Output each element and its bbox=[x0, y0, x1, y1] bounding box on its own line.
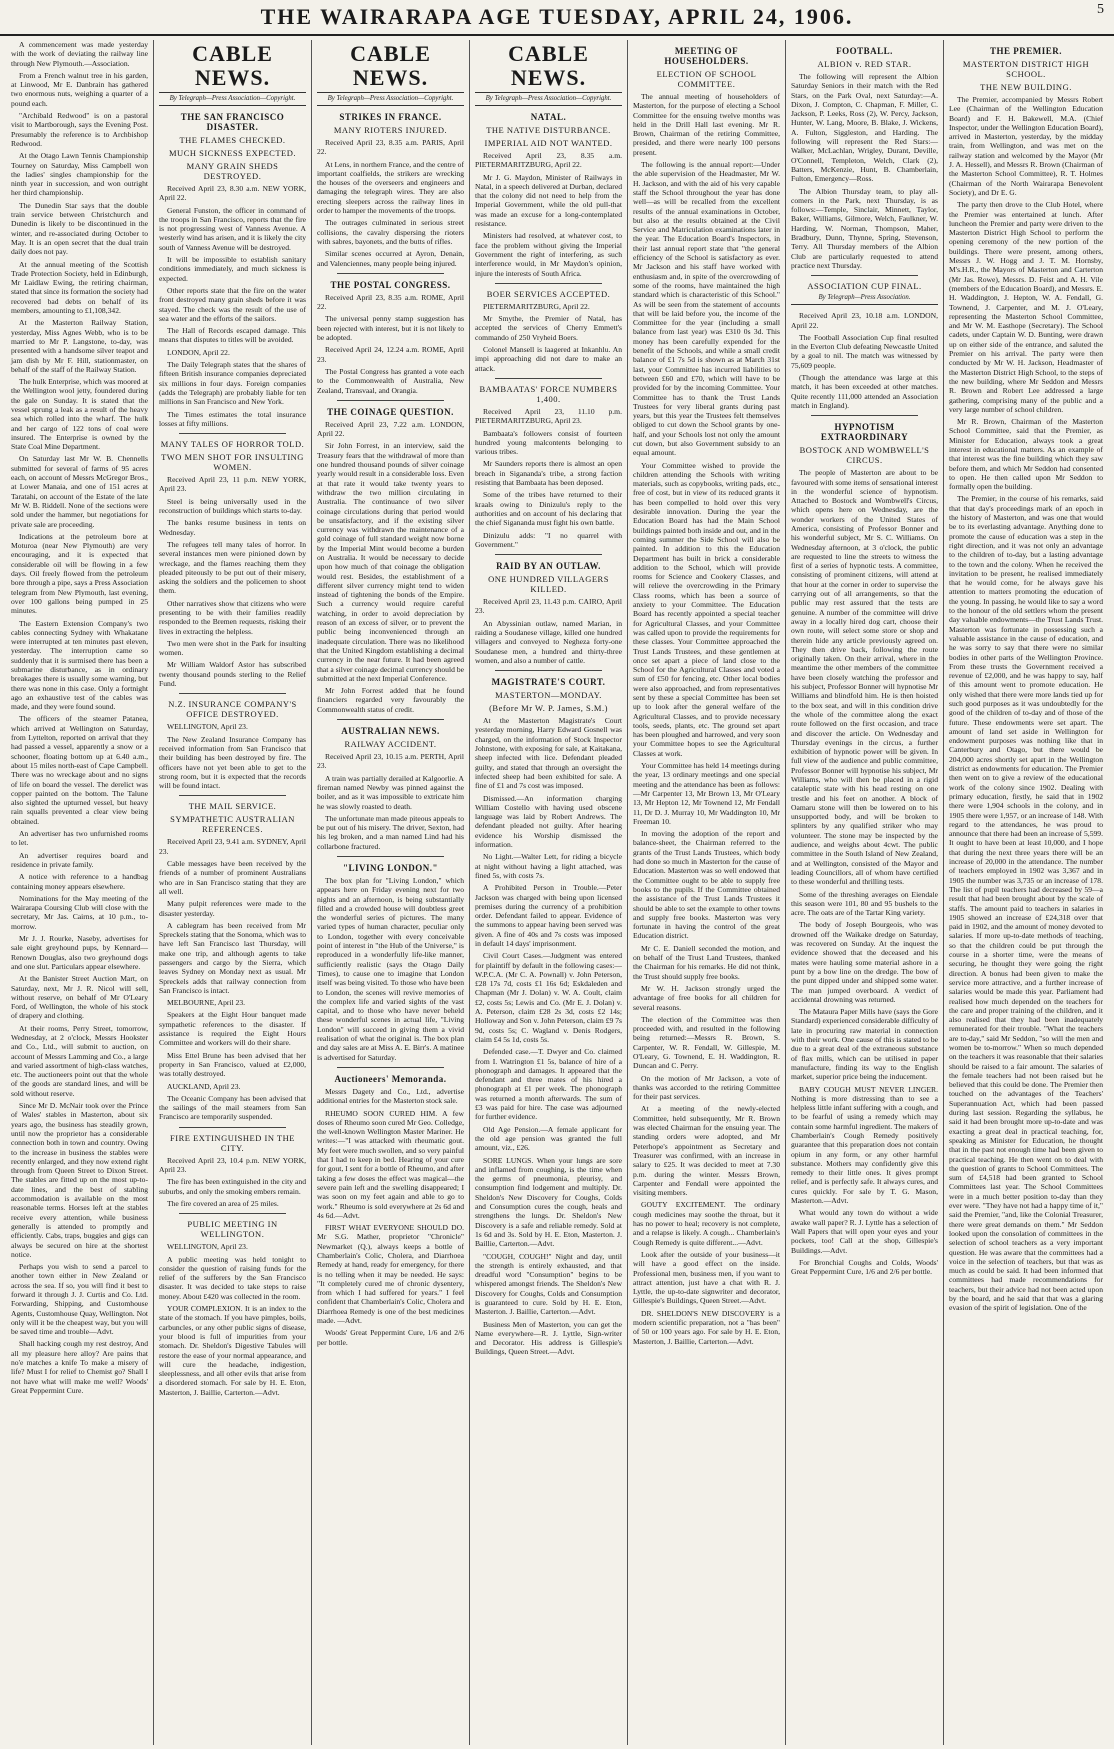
section-rule bbox=[811, 275, 918, 276]
article-paragraph: MELBOURNE, April 23. bbox=[167, 998, 246, 1008]
article-paragraph: Received April 23, 8.30 a.m. NEW YORK, April 22. bbox=[159, 184, 306, 203]
section-rule bbox=[179, 1127, 286, 1128]
article-paragraph: The Albion Thursday team, to play all-comers in the Park, next Thursday, is as follows:—Temple, Sinclair, Minnett, Taylor, Baker, Williams, Gilmore, Welch, Faulkner, W. Harding, W. Norman, Thompson, Maher, Bradbury, Dunn, Thynne, Spring, Stevenson, Terry. All Thursday members of the Albion Club are particularly requested to attend practice next Thursday. bbox=[791, 186, 938, 270]
article-paragraph: LONDON, April 22. bbox=[167, 347, 230, 357]
article-paragraph: A public meeting was held tonight to consider the question of raising funds for the relief of the sufferers by the San Francisco disaster. It was decided to take steps to raise money. About £420 was collected in the room. bbox=[159, 1254, 306, 1301]
article-paragraph: Dinizulu adds: "I no quarrel with Government." bbox=[475, 530, 622, 549]
article-paragraph: No Light.—Walter Lett, for riding a bicycle at night without having a light attached, was fined 5s, with costs 7s. bbox=[475, 852, 622, 880]
column-football-hypnotism bbox=[786, 40, 944, 1745]
article-paragraph: Received April 24, 12.24 a.m. ROME, April 23. bbox=[317, 345, 464, 364]
byline: By Telegraph—Press Association—Copyright. bbox=[475, 95, 622, 106]
article-paragraph: BABY COUGH MUST NEVER LINGER. Nothing is more distressing than to see a helpless little infant suffering with a cough, and to be fearful of using a remedy which may contain some harmful ingredient. The makers of Chamberlain's Cough Remedy positively guarantee that this preparation does not contain opium in any form, or any other harmful substance. Mothers may confidently give this remedy to their little ones. It gives prompt relief, and is perfectly safe. It always cures, and cures quickly. For sale by T. G. Mason, Masterton.—Advt. bbox=[791, 1084, 938, 1206]
article-paragraph: Received April 23, 11 p.m. NEW YORK, April 23. bbox=[159, 475, 306, 494]
section-rule bbox=[179, 795, 286, 796]
headline: MANY RIOTERS INJURED. bbox=[333, 125, 448, 135]
headline: STRIKES IN FRANCE. bbox=[339, 112, 442, 122]
headline: AUSTRALIAN NEWS. bbox=[341, 726, 440, 737]
article-paragraph: The party then drove to the Club Hotel, where the Premier was entertained at lunch. After luncheon the Premier and party were driven to the Masterton District High School to perform the opening ceremony of the new portion of the buildings. There were present, among others, Messrs J. W. Hogg and J. T. M. Hornsby, M's.H.R., the Mayors of Masterton and Carterton (Mr Jas. Rowe), Messrs. D. Feist and A. H. Vile (members of the Education Board), and Messrs. E. H. Waddington, J. Hepton, W. A. Fendall, G. Townend, J. Carpenter, and M. J. O'Leary, representing the Masterton School Committee, and Mr W. M. Easthope (Secretary). The School cadets, under Captain W. D. Bunting, were drawn up on either side of the entrance, and saluted the Premier on his arrival. The party were then conducted by Mr W. H. Jackson, Headmaster of the Masterton District High School, to the steps of the new building, where Mr Seddon and Messrs R. Brown and Robert Lee addressed a large gathering, comprising many of the public and a very large number of school children. bbox=[949, 200, 1103, 414]
article-paragraph: At the Masterton Magistrate's Court yesterday morning, Harry Edward Gosnell was charged, on the information of Stock Inspector Johnstone, with exposing for sale, at Kaitakana, sheep infected with lice. Defendant pleaded guilty, and stated that through an oversight the infected sheep had been exhibited for sale. A fine of £1 and 7s cost was imposed. bbox=[475, 716, 622, 791]
headline: RAILWAY ACCIDENT. bbox=[344, 739, 437, 750]
article-paragraph: Speakers at the Eight Hour banquet made sympathetic references to the disaster. If assistance is required the Eight Hours Committee and workers will do their share. bbox=[159, 1010, 306, 1048]
section-rule bbox=[179, 433, 286, 434]
headline: THE NATIVE DISTURBANCE. bbox=[486, 125, 611, 135]
article-paragraph: Look after the outside of your business—it will have a good effect on the inside. Professional men, business men, if you want to attract attention, just have a chat with R. J. Lyttle, the up-to-date signwriter and decorator, Gillespie's Buildings, Queen Street.—Advt. bbox=[633, 1249, 780, 1306]
section-rule bbox=[337, 719, 444, 720]
article-paragraph: Bambaata's followers consist of fourteen hundred young malcontents belonging to various tribes. bbox=[475, 428, 622, 457]
headline: PUBLIC MEETING IN WELLINGTON. bbox=[187, 1219, 278, 1240]
article-paragraph: AUCKLAND, April 23. bbox=[167, 1081, 241, 1091]
article-paragraph: An advertiser has two unfurnished rooms to let. bbox=[11, 829, 148, 848]
article-paragraph: Mr C. E. Daniell seconded the motion, and on behalf of the Trust Land Trustees, thanked the Chairman for his remarks. He did not think, the Trust should supply free books. bbox=[633, 943, 780, 981]
section-rule bbox=[337, 273, 444, 274]
article-paragraph: The following is the annual report:—Under the able supervision of the Headmaster, Mr W. H. Jackson, and with the aid of his very capable staff the School throughout the year has done well—as will be recalled from the excellent results of the annual examinations in October, but also at the results obtained at the Civil Service and Matriculation examinations later in the year. The Education Board's Inspectors, in their last annual report state that "the general efficiency of the School is satisfactory as ever. Mr Jackson and his staff have worked with enthusiasm and, in spite of the overcrowding of some of the rooms, have maintained the high standard which is characteristic of this School." As will be seen from the statement of accounts that will be laid before you, the income of the Committee for the year (including a small balance from last year) was £310 0s 3d. This money has been carefully expended for the benefit of the Schools, and while a small credit balance of £1 7s 5d is shown as at March 31st last, your Committee has incurred liabilities to between £60 and £70, which will have to be provided for by the incoming Committee. Your Committee has to thank the Trust Lands Trustees for very liberal grants during past years, but this year the Trustees felt themselves obliged to cut down the School grants by one-half, and your Schools lost not only the amount cut down, but also Government subsidy to an equal amount. bbox=[633, 160, 780, 458]
article-paragraph: The Oceanic Company has been advised that the sailings of the mail steamers from San Francisco are temporarily suspended. bbox=[159, 1093, 306, 1122]
article-paragraph: Indications at the petroleum bore at Moturoa (near New Plymouth) are very encouraging, and it is expected that considerable oil will be flowing in a few days. Oil freely flowed from the petroleum bore through a pipe, says a Press Association telegram from New Plymouth, last evening, over 100 gallons being pumped in 25 minutes. bbox=[11, 531, 148, 616]
article-paragraph: Steel is being universally used in the reconstruction of buildings which starts to-day. bbox=[159, 496, 306, 516]
section-header: CABLE NEWS. bbox=[317, 42, 464, 93]
article-paragraph: PIETERMARITZBURG, April 22. bbox=[483, 301, 590, 311]
headline: THE SAN FRANCISCO DISASTER. bbox=[180, 112, 285, 132]
article-paragraph: Received April 23, 10.15 a.m. PERTH, April 23. bbox=[317, 752, 464, 771]
article-paragraph: Shall hacking cough my rest destroy, And all my pleasure here alloy? Are pains that no'e matches a knife To make a misery of life? Must I for relief to Chemist go? Shall I not have what will make me well? Woods' Great Peppermint Cure. bbox=[11, 1339, 148, 1395]
article-paragraph: Dismissed.—An information charging William Costello with having used obscene language was laid by Robert Andrews. The defendant pleaded not guilty. After hearing evidence his Worship dismissed the information. bbox=[475, 793, 622, 850]
masthead-title: THE WAIRARAPA AGE TUESDAY, APRIL 24, 1906. bbox=[260, 4, 854, 29]
article-paragraph: A notice with reference to a handbag containing money appears elsewhere. bbox=[11, 872, 148, 891]
article-paragraph: The fire has been extinguished in the city and suburbs, and only the smoking embers remain. bbox=[159, 1177, 306, 1196]
article-paragraph: The Daily Telegraph states that the shares of fifteen British insurance companies depreciated six millions in four days. Foreign companies (adds the Telegraph) are probably liable for ten millions in San Francisco and New York. bbox=[159, 360, 306, 407]
article-paragraph: Many pulpit references were made to the disaster yesterday. bbox=[159, 899, 306, 918]
article-paragraph: Mr William Waldorf Astor has subscribed twenty thousand pounds sterling to the Relief Fund. bbox=[159, 660, 306, 689]
section-rule bbox=[337, 856, 444, 857]
headline: MUCH SICKNESS EXPECTED. bbox=[169, 148, 296, 158]
article-paragraph: At the Banister Street Auction Mart, on Saturday, next, Mr J. R. Nicol will sell, without reserve, on behalf of Mr O'Leary Ford, of Wellington, the whole of his stock of drapery and clothing. bbox=[11, 974, 148, 1021]
article-paragraph: Defended case.—T. Dwyer and Co. claimed from I. Watrington £1 5s, balance of hire of a phonograph and damages. It appeared that the defendant and three mates of his hired a phonograph at £1 per week. The phonograph was returned a month afterwards. The sum of £3 was paid for hire. The case was adjourned for further evidence. bbox=[475, 1047, 622, 1122]
headline: THE POSTAL CONGRESS. bbox=[330, 279, 451, 290]
section-rule bbox=[179, 693, 286, 694]
article-paragraph: DR. SHELDON'S NEW DISCOVERY is a modern scientific preparation, not a "has been" of 50 or 100 years ago. For sale by H. E. Eton, Masterton, J. Baillie, Carterton.—Advt. bbox=[633, 1308, 780, 1346]
headline: NATAL. bbox=[530, 112, 567, 122]
article-paragraph: The universal penny stamp suggestion has been rejected with interest, but it is not likely to be adopted. bbox=[317, 314, 464, 343]
article-paragraph: The Postal Congress has granted a vote each to the Commonwealth of Australia, New Zealand, Transvaal, and Orangia. bbox=[317, 366, 464, 395]
article-paragraph: At the annual meeting of the Scottish Trade Protection Society, held in Edinburgh, Mr Laidlaw Ewing, the retiring chairman, stated that since its formation the society had recovered bad debts on behalf of its members, amounting to £1,108,342. bbox=[11, 259, 148, 316]
article-paragraph: Mr J. G. Maydon, Minister of Railways in Natal, in a speech delivered at Durban, declared that the colony did not need to help from the Imperial Government, while the old pull-that was made an excuse for a long-contemplated resistance. bbox=[475, 172, 622, 229]
article-paragraph: Some of the tribes have returned to their kraals owing to Dinizulu's reply to the authorities and on account of his declaring that the chief Sigananda must fight his own battle. bbox=[475, 490, 622, 528]
masthead bbox=[0, 0, 1114, 36]
headline: MANY TALES OF HORROR TOLD. bbox=[160, 439, 305, 450]
article-paragraph: The body of Joseph Bourgeois, who was drowned off the Waikake dredge on Saturday, was recovered on Sunday. At the inquest the evidence showed that the deceased and his mates were hauling some material ashore in a punt by a bow line on the dredge. The bow of the punt dipped under and shipped some water. The man jumped overboard. A verdict of accidental drowning was returned. bbox=[791, 920, 938, 1004]
article-paragraph: Similar scenes occurred at Ayron, Denain, and Valenciennes, many people being injured. bbox=[317, 249, 464, 268]
headline: Auctioneers' Memoranda. bbox=[334, 1073, 447, 1084]
article-paragraph: Sir John Forrest, in an interview, said the Treasury fears that the withdrawal of more than one hundred thousand pounds of silver coinage yearly would result in a considerable loss. Even at that rate it would take twenty years to withdraw the two million circulating in Australia. The continuance of two silver coinage circulations during that period would be unsatisfactory, and if the existing silver currency was withdrawn the maintenance of a gold coinage of full standard weight now borne by the Imperial Mint would become a burden on Australia. It would be necessary to decide upon how much of that coinage the obligation would rest. Besides, the establishment of a different silver currency might tend to widen instead of tightening the bonds of the Empire. Such a currency would require careful watching, in order to avoid depreciation by reason of an excess of silver, or to prevent the public being inconvenienced through an inadequate circulation. There was no likelihood that the United Kingdom establishing a decimal currency in the near future. It had been agreed that a silver coinage decimal currency should be submitted at the next Imperial Conference. bbox=[317, 441, 464, 683]
headline: IMPERIAL AID NOT WANTED. bbox=[484, 138, 613, 148]
article-paragraph: From a French walnut tree in his garden, at Linwood, Mr E. Danbrain has gathered two enormous nuts, weighing a quarter of a pound each. bbox=[11, 70, 148, 108]
article-paragraph: Received April 23, 7.22 a.m. LONDON, April 22. bbox=[317, 419, 464, 439]
article-paragraph: Old Age Pension.—A female applicant for the old age pension was granted the full amount, viz., £26. bbox=[475, 1124, 622, 1153]
article-paragraph: Mr J. J. Rourke, Naseby, advertises for sale eight greyhound pups, by Kennard—Renown Douglas, also two greyhound dogs and one slut. Particulars appear elsewhere. bbox=[11, 934, 148, 971]
article-paragraph: The hulk Enterprise, which was moored at the Wellington wool jetty, foundered during the gale on Sunday. It is stated that the vessel sprung a leak as a result of the heavy sea which rolled into the wharf. The hulk and her cargo of 122 tons of coal were insured. The Enterprise is owned by the State Coal Mine Department. bbox=[11, 377, 148, 452]
article-paragraph: WELLINGTON, April 23. bbox=[167, 1242, 248, 1252]
article-paragraph: The Eastern Extension Company's two cables connecting Sydney with Whakatane were interrupted at ten minutes past eleven, yesterday. The interruption came so suddenly that it is surmised there has been a submarine disturbance, as in ordinary breakages there is usually some warning, but there was none in this case. Only a fortnight ago an exhaustive test of the cables was made, and they were found sound. bbox=[11, 618, 148, 712]
article-paragraph: At Lens, in northern France, and the centre of important coalfields, the strikers are wrecking the houses of the overseers and engineers and damaging the telegraph wires. They are also erecting sleepers across the railway lines in order to hamper the movements of the troops. bbox=[317, 159, 464, 216]
article-paragraph: Received April 23, 9.41 a.m. SYDNEY, April 23. bbox=[159, 837, 306, 856]
article-paragraph: Colonel Mansell is laagered at Inkanhlu. An impi approaching did not dare to make an attack. bbox=[475, 345, 622, 373]
article-paragraph: The fire covered an area of 25 miles. bbox=[167, 1198, 279, 1208]
headline: BOSTOCK AND WOMBWELL'S CIRCUS. bbox=[799, 445, 930, 466]
section-header: CABLE NEWS. bbox=[159, 42, 306, 93]
article-paragraph: FIRST WHAT EVERYONE SHOULD DO. Mr S.G. Mather, proprietor "Chronicle" Newmarket (Q.), always keeps a bottle of Chamberlain's Colic, Cholera, and Diarrhoea Remedy at hand, ready for emergency, for there is no telling when it may be needed. He says: "It completely cured me of chronic dysentery, from which I had suffered for years." I feel confident that Chamberlain's Colic, Cholera and Diarrhoea Remedy is one of the best medicines made. —Advt. bbox=[317, 1223, 464, 1326]
headline: MAGISTRATE'S COURT. bbox=[491, 677, 606, 688]
article-paragraph: Messrs Dagety and Co., Ltd., advertise additional entries for the Masterton stock sale. bbox=[317, 1086, 464, 1106]
article-paragraph: Woods' Great Peppermint Cure, 1/6 and 2/6 per bottle. bbox=[317, 1328, 464, 1347]
article-paragraph: The Dunedin Star says that the double train service between Christchurch and Dunedin is likely to be discontinued in the winter, and re-associated during October to May. It is an open secret that the dual train daily does not pay. bbox=[11, 200, 148, 257]
article-paragraph: GOUTY EXCITEMENT. The ordinary cough medicines may soothe the throat, but it has no power to heal; recovery is not complete, and a relapse is likely. A cough... Chamberlain's Cough Remedy is quite different...—Advt. bbox=[633, 1200, 780, 1247]
article-paragraph: What would any town do without a wide awake wall paper? R. J. Lyttle has a selection of Wall Papers that will open your eyes and your pockets, too! Call at the shop, Gillespie's Buildings.—Advt. bbox=[791, 1208, 938, 1255]
article-paragraph: Mr W. H. Jackson strongly urged the advantage of free books for all children for several reasons. bbox=[633, 983, 780, 1012]
article-paragraph: The following will represent the Albion Saturday Seniors in their match with the Red Stars, on the Park Oval, next Saturday:—A. Dixon, J. Compton, C. Chapman, F. Miller, C. Jackson, P. Leeks, Ross (2), W. Percy, Jackson, Hunter, W. Lang, Moore, B. Blake, J. Wickens, A. Fulton, Siggleston, and Harding. The following will represent the Red Stars:—Walker, McLachlan, Wrigley, Durant, Deville, O'Connell, Templeton, Welch, Clark (2), Batters, McKenzie, Hunt, B. Chamberlain, Fulton, Emergency—Ross. bbox=[791, 72, 938, 184]
article-paragraph: A train was partially derailed at Kalgoorlie. A fireman named Newby was pinned against the boiler, and as it was impossible to extricate him he was slowly roasted to death. bbox=[317, 773, 464, 811]
article-paragraph: Perhaps you wish to send a parcel to another town either in New Zealand or across the sea. If so, you will find it best to forward it through J. J. Curtis and Co. Ltd. Forwarding, Shipping, and Customhouse Agents, Customhouse Quay, Wellington. Not only will it be the cheapest way, but you will be saved time and trouble—Advt. bbox=[11, 1262, 148, 1337]
article-paragraph: On Saturday last Mr W. B. Chennells submitted for several of farms of 95 acres each, on account of Messrs McGregor Bros., at Lower Manaia, and one of 151 acres at Taratahi, on account of the Estate of the late Mr W. B. Riddell. None of the sections were sold under the hammer, but negotiations for private sale are proceeding. bbox=[11, 454, 148, 529]
headline: SYMPATHETIC AUSTRALIAN REFERENCES. bbox=[170, 814, 295, 835]
page-number: 5 bbox=[1097, 2, 1104, 17]
article-paragraph: Some of the threshing averages on Eiendale this season were 101, 80 and 95 bushels to the acre. The oats are of the Tartar King variety. bbox=[791, 889, 938, 918]
article-paragraph: General Funston, the officer in command of the troops in San Francisco, reports that the fire is not progressing west of Vanness Avenue. A westerly wind has arisen, and it is likely the city south of Vanness Avenue will be destroyed. bbox=[159, 205, 306, 252]
headline: BAMBAATAS' FORCE NUMBERS 1,400. bbox=[479, 383, 618, 404]
byline: By Telegraph—Press Association. bbox=[791, 294, 938, 305]
article-paragraph: An Abyssinian outlaw, named Marian, in raiding a Soudanese village, killed one hundred villagers and conveyed to Negheza forty-one Soudanese men, a hundred and thirty-three women, and also a number of cattle. bbox=[475, 618, 622, 665]
section-rule bbox=[495, 670, 602, 671]
headline: THE COINAGE QUESTION. bbox=[327, 406, 454, 417]
article-paragraph: At a meeting of the newly-elected Committee, held subsequently, Mr R. Brown was elected Chairman for the ensuing year. The standing orders were adopted, and Mr Peterhope's appointment as Secretary and Treasurer was confirmed, with an increase in salary to £25. It was decided to meet at 7.30 p.m. during the winter. Messrs Brown, Carpenter and Fendall were appointed the visiting members. bbox=[633, 1104, 780, 1198]
section-rule bbox=[179, 1213, 286, 1214]
article-paragraph: In moving the adoption of the report and balance-sheet, the Chairman referred to the grants of the Trust Lands Trustees, which body had done so much in Masterton for the cause of Education. Masterton was so well endowed that the Committee ought to be able to supply free books to the pupils. If the Committee obtained the assistance of the Trust Lands Trustees it should be able to set the example to other towns and supply free books. Masterton was very fortunate in having the control of the great Education district. bbox=[633, 829, 780, 941]
byline: By Telegraph—Press Association—Copyright. bbox=[159, 95, 306, 106]
article-paragraph: At their rooms, Perry Street, tomorrow, Wednesday, at 2 o'clock, Messrs Hookster and Co., Ltd., will submit to auction, on account of Messrs Lamming and Co., a large and varied assortment of high-class watches, etc. The auctioneers point out that the whole of the goods are standard lines, and will be sold without reserve. bbox=[11, 1023, 148, 1098]
article-paragraph: Other narratives show that citizens who were presenting to be with their families readily responded to the Bremen requests, risking their lives in extracting the helpless. bbox=[159, 598, 306, 636]
headline: THE NEW BUILDING. bbox=[980, 82, 1072, 92]
article-paragraph: The Hall of Records escaped damage. This means that disputes to titles will be avoided. bbox=[159, 326, 306, 345]
headline: TWO MEN SHOT FOR INSULTING WOMEN. bbox=[161, 452, 304, 473]
headline: MASTERTON DISTRICT HIGH SCHOOL. bbox=[962, 59, 1090, 79]
headline: ALBION v. RED STAR. bbox=[817, 59, 912, 69]
article-paragraph: Received April 23, 8.35 a.m. PARIS, April 22. bbox=[317, 138, 464, 157]
article-paragraph: The officers of the steamer Patanea, which arrived at Wellington on Saturday, from Lyttelton, reported on arrival that they had passed a vessel, apparently a snow or a schooner, floating bottom up at 6.40 a.m., about 15 miles north-east of Cape Campbell. There was no wreckage about and no signs of life on board the vessel. The derelict was copper painted on the bottom. The Talune also sighted the upturned vessel, but heavy rain squalls prevented a clear view being obtained. bbox=[11, 714, 148, 826]
article-paragraph: The box plan for "Living London," which appears here on Friday evening next for two nights and an afternoon, is being substantially filled and a crowded house will doubtless greet the wonderful series of pictures. The many varied types of human character, peculiar only to London, together with every conceivable point of interest in "the Hub of the Universe," is reproduced in a wonderfully life-like manner, sufficiently realistic (says the Otago Daily Times), to cause one to imagine that London itself was being visited. To those who have been to London, the scenes will revive memories of the complex life and varied sights of the vast capital, and to those who have never beheld these wonderful scenes in actual life, "Living London" will succeed in giving them a vivid realisation of what the original is. The box plan and day sales are at Miss A. E. Birr's. A matinee is advertised for Saturday. bbox=[317, 876, 464, 1062]
headline: MASTERTON—MONDAY. bbox=[495, 690, 602, 701]
article-paragraph: Since Mr D. McNair took over the Prince of Wales' stables in Masterton, about six years ago, the business has steadily grown, until now the proprietor has a considerable connection both in town and country. Owing to the increase in business the stables were recently enlarged, and they now extend right through from Queen Street to Dixon Street. The stables are fitted up on the most up-to-date lines, and the best of stabling accommodation is available on the most reasonable terms. Horses left at the stables receive every attention, while business generally is attended to promptly and efficiently. Cabs, traps, buggies and gigs can always be secured on hire at the shortest notice. bbox=[11, 1101, 148, 1259]
article-paragraph: Mr Smythe, the Premier of Natal, has accepted the services of Cherry Emmett's commando of 250 Vryheid Boers. bbox=[475, 314, 622, 342]
headline: THE PREMIER. bbox=[989, 46, 1062, 56]
article-paragraph: (Though the attendance was large at this match, it has been exceeded at other matches. Quite recently 111,000 attended an Association match in England). bbox=[791, 373, 938, 410]
article-paragraph: On the motion of Mr Jackson, a vote of thanks was accorded to the retiring Committee for their past services. bbox=[633, 1073, 780, 1102]
article-paragraph: The banks resume business in tents on Wednesday. bbox=[159, 518, 306, 537]
article-paragraph: At the Masterton Railway Station, yesterday, Miss Agnes Webb, who is to be married to Mr P. Langstone, to-day, was presented with a handsome silver teapot and jam dish by Mr F. Hill, stationmaster, on behalf of the staff of the Railway Station. bbox=[11, 318, 148, 374]
column-cable-news-3 bbox=[470, 40, 628, 1745]
article-paragraph: Received April 23, 8.35 a.m. PIETERMARITZBURG, April 22. bbox=[475, 151, 622, 170]
section-rule bbox=[337, 400, 444, 401]
article-paragraph: Ministers had resolved, at whatever cost, to face the problem without giving the Imperial Government the right of interfering, as such interference would, in Mr Maydon's opinion, injure the interests of South Africa. bbox=[475, 231, 622, 278]
article-paragraph: The outrages culminated in serious street collisions, the cavalry dispersing the rioters with sabres, bayonets, and the butts of rifles. bbox=[317, 218, 464, 246]
article-paragraph: An advertiser requires board and residence in private family. bbox=[11, 850, 148, 869]
article-paragraph: Business Men of Masterton, you can get the Name everywhere—R. J. Lyttle, Sign-writer and Decorator. His address is Gillespie's Buildings, Queen Street.—Advt. bbox=[475, 1319, 622, 1357]
headline: MANY GRAIN SHEDS DESTROYED. bbox=[186, 161, 279, 181]
article-paragraph: At the Otago Lawn Tennis Championship Tourney on Saturday, Miss Campbell won the ladies' singles championship for the ninth year in succession, and won outright her third championship. bbox=[11, 151, 148, 198]
article-paragraph: Nominations for the May meeting of the Wairarapa Coursing Club will close with the secretary, Mr Jas. Cairns, at 10 p.m., to-morrow. bbox=[11, 893, 148, 931]
article-paragraph: SORE LUNGS. When your lungs are sore and inflamed from coughing, is the time when the germs of pneumonia, pleurisy, and consumption find lodgement and multiply. Dr. Sheldon's New Discovery for Coughs, Colds and Consumption cures the cough, heals and strengthens the lungs. Dr. Sheldon's New Discovery is a safe and reliable remedy. Sold at 1s 6d and 3s. Sold by H. E. Eton, Masterton. J. Baillie, Carterton.—Advt. bbox=[475, 1155, 622, 1249]
headline: RAID BY AN OUTLAW. bbox=[496, 561, 601, 572]
article-paragraph: Mr John Forrest added that he found financiers regarded very favourably the Commonwealth status of credit. bbox=[317, 686, 464, 714]
article-paragraph: Received April 23, 8.35 a.m. ROME, April 22. bbox=[317, 292, 464, 312]
headline: ONE HUNDRED VILLAGERS KILLED. bbox=[488, 574, 609, 595]
section-rule bbox=[495, 283, 602, 284]
section-header: CABLE NEWS. bbox=[475, 42, 622, 93]
article-paragraph: The Premier, in the course of his remarks, said that that day's proceedings mark of an epoch in the history of Masterton, and was one that would be to its everlasting advantage. Anything done to promote the cause of education was a step in the right direction, and it was not only an advantage to the children of to-day, but a lasting advantage to the town and the colony. When he received the invitation to be present, he realised immediately that he would come, for he always gave his attention to matters promoting the education of the young. In passing, he would like to say a word to the honour of the old settlers whom the present day valuable endowments—the Trust Lands Trust. Masterton was fortunate in possessing such a valuable assistance in the cause of education, and he was sorry to say that there were no similar bodies in other parts of the Wellington Province. From these trusts the Government received a revenue of £2,000, and he was happy to say, half of this amount went to promote education. He only wished that there were more lands tied up for such good purposes as it was undoubtedly for the good of the children of to-day and of those of the future. These endowments were set apart. The amount of land set aside in Wellington for endowment purposes was nothing like that in Canterbury and Otago, but there would be 204,000 acres shortly set apart in the Wellington district as endowments for education. The Premier then went on to give a review of the educational work of the colony since 1902. Dealing with primary education, firstly, he said that in 1902 there were 1,904 schools in the colony, and in 1905 there were 1,957, or an increase of 148. With regard to the attendances, he was proud to announce that there had been an increase of 5,599. It ought to have been at least 10,000, and I hope that during the next three years there will be an increase of 20,000 in the attendance. The number of teachers employed in 1902 was 3,367 and in 1905 the number was 3,735 or an increase of 178. The list of pupil teachers had decreased by 59—a result that had been brought about by the scale of staffs. The amount paid to teachers in salaries in 1905 showed an increase of £24,318 over that paid in 1902, and the amount of money devoted to salaries. If more up-to-date methods of teaching, so that the children could be put through the course in a shorter time, were the means of securing, he thought they were going the right direction. A bonus had been given to make the service more attractive, and a further increase of salaries would be made this year. Parliament had realised how much depended on the teachers for the care and proper training of the children, and it also realised that they had been inadequately remunerated for their trouble. "What the teachers are to-day," said Mr Seddon, "so will the men and women be to-morrow." When so much depended on the teachers it was reasonable that their salaries should be raised to a fair amount. The salaries of the female teachers had not been raised but he believed that this could be done. The Premier then touched on the advantages of the Teachers' Superannuation Act, which had been passed during last session. Regarding the syllabus, he said it had been brought more up-to-date and was exacting a great deal in practical teaching, for, speaking as Minister for Education, he thought that in the past not enough time had been given to practical teaching. He then went on to deal with the question of grants to School Committees. The sum of £4,518 had been granted to School Committees last year. The School Committees were in a much better position to-day than they ever were. "They have not had a happy time of it," said the Premier, "and, like the Colonial Treasurer, there were great demands on them." Mr Seddon looked upon the consolation of committees in the selection of school teachers as a very important question. He was aware that the committees had a voice in the selection of teachers, but that was as much as could be said. It had been informed that committees had made recommendations for teachers, but their advice had not been acted upon by the board, and he said that that was a glaring evasion of the spirit of legislation. One of the bbox=[949, 494, 1103, 1313]
section-rule bbox=[337, 1067, 444, 1068]
headline: ELECTION OF SCHOOL COMMITTEE. bbox=[656, 69, 757, 89]
headline: FOOTBALL. bbox=[836, 46, 893, 56]
article-paragraph: Miss Ettel Brune has been advised that her property in San Francisco, valued at £2,000, was totally destroyed. bbox=[159, 1050, 306, 1079]
article-paragraph: The unfortunate man made piteous appeals to be put out of his misery. The driver, Sexton, had his leg broken, and a man named Lind had his collarbone fractured. bbox=[317, 813, 464, 851]
article-paragraph: Civil Court Cases.—Judgment was entered for plaintiff by default in the following cases:—W.P.C.A. (Mr C. A. Pownall) v. John Peterson, £28 17s 7d, costs £1 16s 6d; Eskdaleden and Chapman (Mr J. Dolan) v. W. A. Coult, claim £2, costs 5s; Lewis and Co. (Mr E. J. Dolan) v. A. Peterson, claim £28 2s 3d, costs £2 14s; Holloway and Son v. John Peterson, claim £9 7s 9d, costs 5s; C. Wagland v. Denis Rodgers, claim £4 5s 1d, costs 5s. bbox=[475, 951, 622, 1044]
article-paragraph: It will be impossible to establish sanitary conditions immediately, and much sickness is expected. bbox=[159, 255, 306, 283]
column-cable-news-2 bbox=[312, 40, 470, 1745]
article-paragraph: Mr R. Brown, Chairman of the Masterton School Committee, said that the Premier, as Minister for Education, always took a great interest in educational matters. As an example of that interest was the fine building which they saw before them, and which Mr Seddon had consented to open. He then called upon Mr Seddon to formally open the building. bbox=[949, 417, 1103, 492]
article-paragraph: Received April 23, 10.4 p.m. NEW YORK, April 23. bbox=[159, 1155, 306, 1175]
article-paragraph: "Archibald Redwood" is on a pastoral visit to Martborough, says the Evening Post. Presumably the reference is to Archbishop Redwood. bbox=[11, 111, 148, 148]
article-paragraph: The people of Masterton are about to be favoured with some items of sensational interest in the wonderful science of hypnotism. Attached to Bostock and Wombwell's Circus, which opens here on Wednesday, are the wonder workers of the United States of America, consisting of Professor Bonner and his wonderful subject, Mr S. C. Williams. On Wednesday afternoon, at 3 o'clock, the public are requested to line the streets to witness the first of a series of hypnotic tests. A committee, consisting of prominent citizens, will attend at that hour at the corner in order to supervise the carrying out of all arrangements, so that the public may rest assured that the tests are genuine. A number of the committee will drive away in a locally hired dog cart, choose their own route, will select some store or shop and therein hide any article previously agreed on. They then drive back, following the route originally taken. On their arrival, where in the meantime the other members of the committee have been closely watching the professor and his subject, Professor Bonner will hypnotise Mr Williams and blindfold him. He is then hoisted to the box seat, and will in this condition drive the whole of the committee along the exact route followed on the first occasion, and trace and discover the article. On Wednesday and Thursday evenings in the circus, a further exhibition of hypnotic power will be given. In full view of the audience and public committee, Professor Bonner will hypnotise his subject, Mr Williams, who will then be placed in a rigid cataleptic state with his head resting on one trestle and his feet on another. A block of Oamaru stone will then be lowered on to his unsupported body, and will be broken to splinters by any qualified striker who may volunteer. The stone may be inspected by the audience, and weighs about 4cwt. The public committee in the South Island of New Zealand, and at Wellington, consisted of the Mayor and leading Councillors, all of whom have certified to these wonderful and thrilling tests. bbox=[791, 468, 938, 887]
article-paragraph: The election of the Committee was then proceeded with, and resulted in the following being returned:—Messrs R. Brown, S. Carpenter, W. R. Fendall, W. Gillespie, M. O'Leary, G. Townend, E. H. Waddington, R. Duncan and C. Perry. bbox=[633, 1014, 780, 1071]
article-paragraph: Other reports state that the fire on the water front destroyed many grain sheds before it was stayed. The check was the result of the use of sea water and the efforts of the sailors. bbox=[159, 285, 306, 323]
article-paragraph: A cablegram has been received from Mr Spreckels stating that the Sonoma, which was to have left San Francisco last Thursday, will make one trip, and although agents to take passengers and cargo by the Sierra, which leaves Sydney on Monday next as usual. Mr Spreckels adds that railway connection from San Francisco is intact. bbox=[159, 920, 306, 995]
article-paragraph: Received April 23, 10.18 a.m. LONDON, April 22. bbox=[791, 311, 938, 330]
article-paragraph: A Prohibited Person in Trouble.—Peter Jackson was charged with being upon licensed premises during the currency of a prohibition order. Defendant failed to appear. Evidence of the summons to appear having been served was given. A fine of 40s and 7s costs was imposed in default 14 days' imprisonment. bbox=[475, 883, 622, 948]
section-rule bbox=[495, 378, 602, 379]
article-paragraph: The Premier, accompanied by Messrs Robert Lee (Chairman of the Wellington Education Board) and F. H. Bakewell, M.A. (Chief Inspector, under the Wellington Education Board), arrived in Masterton, yesterday, by the midday train, from Wellington, and was met on the railway station and welcomed by the Mayor (Mr J. A. Hessell), and Messrs R. Brown (Chairman of the Masterton School Committee), R. T. Holmes (Chairman of the North Wairarapa Benevolent Society), and Dr E. G. bbox=[949, 95, 1103, 197]
article-paragraph: The refugees tell many tales of horror. In several instances men were pinioned down by wreckage, and the flames reaching them they pleaded piteously to be put out of their misery, asking the soldiers and the policemen to shoot them. bbox=[159, 539, 306, 596]
headline: HYPNOTISM EXTRAORDINARY bbox=[820, 422, 909, 443]
article-paragraph: The Football Association Cup final resulted in the Everton Club defeating Newcastle United by a goal to nil. The match was witnessed by 75,609 people. bbox=[791, 332, 938, 370]
column-local-news bbox=[6, 40, 154, 1745]
article-paragraph: Cable messages have been received by the friends of a number of prominent Australians who are in San Francisco stating that they are all well. bbox=[159, 859, 306, 896]
article-paragraph: Mr Saunders reports there is almost an open breach in Sigananda's tribe, a strong faction resisting that Bambaata has been deposed. bbox=[475, 459, 622, 488]
columns bbox=[6, 40, 1108, 1745]
article-paragraph: Your Committee wished to provide the children attending the Schools with writing materials, such as copybooks, writing pads, etc., free of cost, but in view of its reduced grants it has been compelled to hold over this very desirable innovation. During the year the Education Board has had the Main School buildings painted both inside and out, and in the coming summer the Side School will also be painted. In addition to this the Education Department has built in brick a considerable addition to the School, which will provide rooms for Science and Cookery Classes, and will relieve the overcrowding in the Primary Class rooms, which has been a source of anxiety to your Committee. The Education Board has recently appointed a special teacher for Agricultural Classes, and your Committee was called upon to provide the requirements for these classes. Your Committee approached the Trust Lands Trustees, and these gentlemen at once set apart a piece of land close to the School for the Agricultural Classes and voted a sum of £50 for fencing, etc. Other local bodies were also approached, and from representatives sent by these a special Committee has been set up to look after the general welfare of the Agricultural Classes, and to provide necessary tools, seeds, plants, etc. The ground set apart has been ploughed and harrowed, and very soon your Committee hopes to see the Agricultural Classes at work. bbox=[633, 460, 780, 758]
article-paragraph: Your Committee has held 14 meetings during the year, 13 ordinary meetings and one special meeting and the attendance has been as follows:—Mr Carpenter 13, Mr Brown 13, Mr O'Leary 13, Mr Hepton 12, Mr Townend 12, Mr Fendall 11, Dr D. J. Murray 10, Mr Waddington 10, Mr Freeman 10. bbox=[633, 761, 780, 826]
article-paragraph: The New Zealand Insurance Company has received information from San Francisco that their building has been destroyed by fire. The officers have not yet been able to get to the strong room, but it is expected that the records will be found intact. bbox=[159, 734, 306, 791]
headline: FIRE EXTINGUISHED IN THE CITY. bbox=[170, 1132, 295, 1153]
article-paragraph: The Times estimates the total insurance losses at fifty millions. bbox=[159, 409, 306, 428]
article-paragraph: Received April 23, 11.10 p.m. PIETERMARITZBURG, April 23. bbox=[475, 406, 622, 426]
article-paragraph: For Bronchial Coughs and Colds, Woods' Great Peppermint Cure, 1/6 and 2/6 per bottle. bbox=[791, 1257, 938, 1277]
article-paragraph: Received April 23, 11.43 p.m. CAIRO, April 23. bbox=[475, 597, 622, 616]
article-paragraph: Two men were shot in the Park for insulting women. bbox=[159, 638, 306, 658]
column-cable-news-1 bbox=[154, 40, 312, 1745]
headline: THE MAIL SERVICE. bbox=[188, 801, 277, 812]
column-premier bbox=[944, 40, 1108, 1745]
section-rule bbox=[495, 554, 602, 555]
headline: (Before Mr W. P. James, S.M.) bbox=[489, 703, 608, 714]
headline: N.Z. INSURANCE COMPANY'S OFFICE DESTROYED. bbox=[168, 699, 297, 720]
section-rule bbox=[811, 415, 918, 416]
headline: ASSOCIATION CUP FINAL. bbox=[807, 281, 922, 292]
article-paragraph: WELLINGTON, April 23. bbox=[167, 722, 248, 732]
headline: THE FLAMES CHECKED. bbox=[179, 135, 286, 145]
article-paragraph: RHEUMO SOON CURED HIM. A few doses of Rheumo soon cured Mr Geo. Colledge, the well-known Wellington Master Mariner. He writes:—"I was attacked with rheumatic gout. My feet were much swollen, and so very painful that I had to keep in bed. Hearing of your cure for gout, I sent for a bottle of Rheumo, and after taking a few doses the effect was magical—the severe pain left and the swelling disappeared; I was soon on my feet again and able to go to work." Rheumo is sold everywhere at 2s 6d and 4s 6d.—Advt. bbox=[317, 1108, 464, 1220]
article-paragraph: YOUR COMPLEXION. It is an index to the state of the stomach. If you have pimples, boils, carbuncles, or any other public signs of disease, your blood is full of impurities from your stomach. Dr. Sheldon's Digestive Tabules will restore the ease of your normal appearance, and will cure the headache, indigestion, sleeplessness, and all other evils that arise from a disordered stomach. For sale by H. E. Eton, Masterton, J. Baillie, Carterton.—Advt. bbox=[159, 1304, 306, 1397]
column-householders-meeting bbox=[628, 40, 786, 1745]
article-paragraph: A commencement was made yesterday with the work of deviating the railway line through New Plymouth.—Association. bbox=[11, 40, 148, 68]
headline: "LIVING LONDON." bbox=[342, 863, 438, 873]
headline: BOER SERVICES ACCEPTED. bbox=[486, 288, 611, 299]
article-paragraph: The annual meeting of householders of Masterton, for the purpose of electing a School Committee for the ensuing twelve months was held in the Drill Hall last evening. Mr R. Brown, Chairman of the retiring Committee, presided, and there were nearly 100 persons present. bbox=[633, 92, 780, 157]
article-paragraph: The Mataura Paper Mills have (says the Gore Standard) experienced considerable difficulty of late in procuring raw material in connection with their work. One cause of this is stated to be due to a great deal of the extraneous substance of flax mills, which can be utilised in paper manufacture, finding its way to the English market, superior price being the inducement. bbox=[791, 1007, 938, 1082]
article-paragraph: "COUGH, COUGH!" Night and day, until the strength is entirely exhausted, and that dreadful word "Consumption" begins to be whispered amongst friends. The Sheldon's New Discovery for Coughs, Colds and Consumption is guaranteed to cure. Sold by H. E. Eton, Masterton. J. Baillie, Carterton.—Advt. bbox=[475, 1251, 622, 1317]
headline: MEETING OF HOUSEHOLDERS. bbox=[664, 46, 749, 66]
byline: By Telegraph—Press Association—Copyright. bbox=[317, 95, 464, 106]
